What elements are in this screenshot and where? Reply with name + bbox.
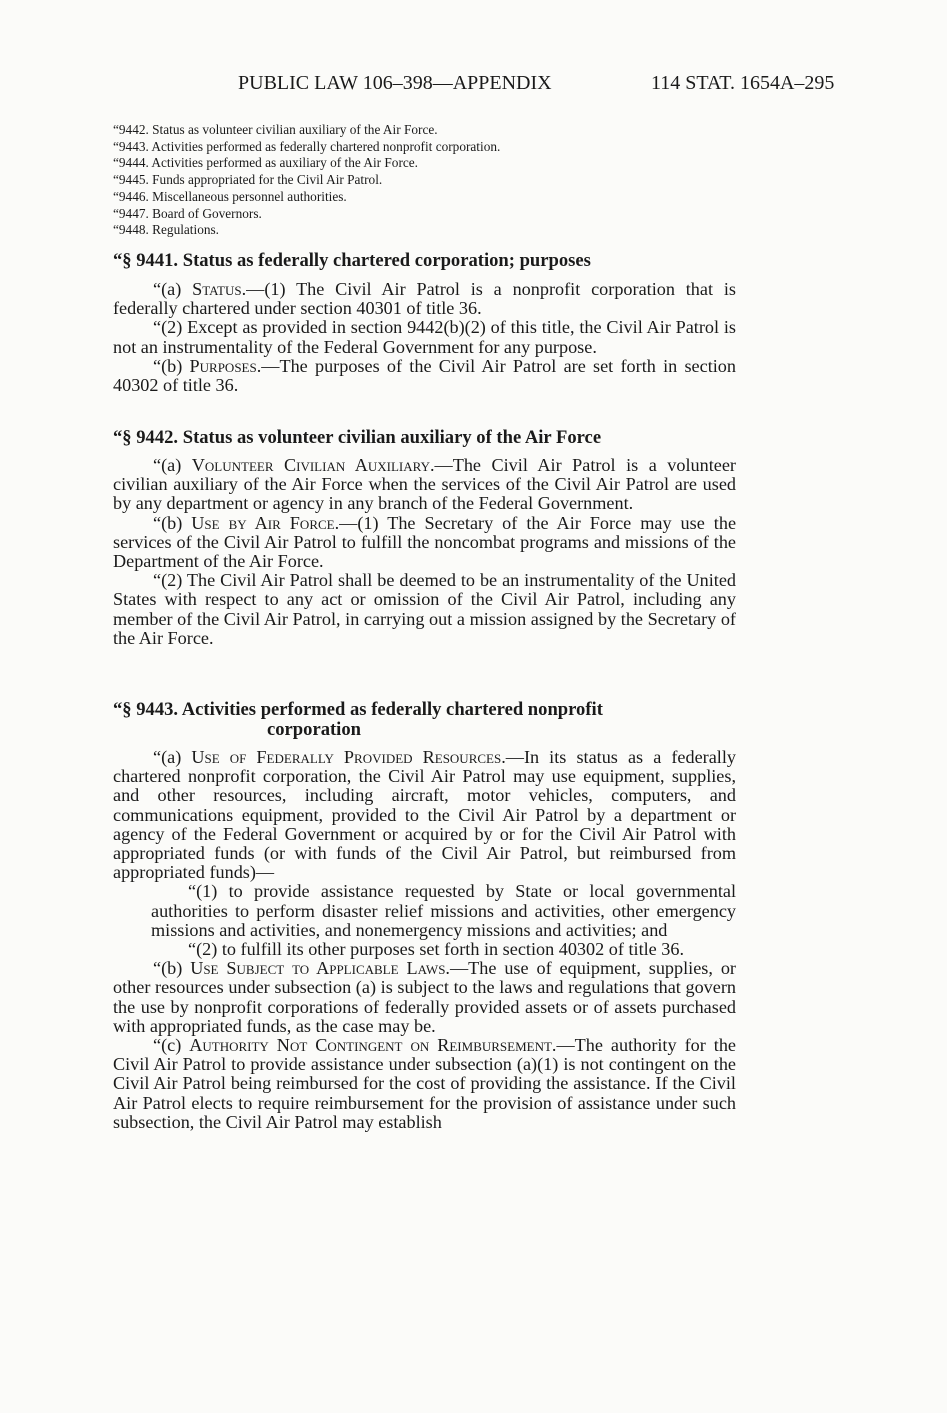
section-9441-body (113, 280, 736, 395)
subsection-caption: Authority Not Contingent on Reimbursement (189, 1035, 552, 1056)
toc-item: “9444. Activities performed as auxiliary of the Air Force. (113, 155, 419, 171)
subsection-paragraph: “(b) Use by Air Force.—(1) The Secretary of the Air Force may use the services of the Civil Air Patrol to fulfill the noncombat programs and missions of the Department of the Air Force. (113, 512, 737, 572)
subsection-caption: Status (192, 279, 242, 299)
section-9441-heading-block (113, 251, 753, 271)
section-9443-body (113, 748, 736, 1132)
subsection-paragraph: “(a) Status.—(1) The Civil Air Patrol is a nonprofit corporation that is federally chartered under section 40301 of title 36. (113, 279, 736, 319)
subsection-paragraph: “(a) Volunteer Civilian Auxiliary.—The Civil Air Patrol is a volunteer civilian auxiliary of the Air Force when the services of the Civil Air Patrol are used by any department or agency in any branch of the Federal Government. (113, 455, 736, 514)
list-item: “(2) to fulfill its other purposes set forth in section 40302 of title 36. (188, 939, 685, 960)
paragraph: “(2) Except as provided in section 9442(b)(2) of this title, the Civil Air Patrol is not an instrumentality of the Federal Government for any purpose. (113, 317, 736, 357)
section-heading: “§ 9443. Activities performed as federally chartered nonprofit corporation (113, 699, 603, 740)
section-list (113, 122, 753, 239)
toc-item: “9445. Funds appropriated for the Civil Air Patrol. (113, 172, 383, 188)
subsection-caption: Use of Federally Provided Resources (191, 747, 502, 767)
section-9443-heading-block (113, 700, 753, 740)
toc-item: “9446. Miscellaneous personnel authorities. (113, 188, 347, 204)
subsection-caption: Use by Air Force (191, 512, 335, 533)
toc-item: “9443. Activities performed as federally chartered nonprofit corporation. (113, 138, 501, 154)
subsection-paragraph: “(b) Use Subject to Applicable Laws.—The use of equipment, supplies, or other resources under subsection (a) is subject to the laws and regulations that govern the use by nonprofit corporations of federally provided assets or of assets purchased with appropriated funds, as the case may be. (113, 958, 736, 1036)
section-9442-heading-block (113, 428, 753, 448)
subsection-caption: Use Subject to Applicable Laws (190, 958, 446, 979)
subsection-paragraph: “(b) Purposes.—The purposes of the Civil Air Patrol are set forth in section 40302 of title 36. (113, 355, 736, 396)
toc-item: “9448. Regulations. (113, 222, 219, 238)
section-9442-body (113, 456, 736, 648)
subsection-paragraph: “(a) Use of Federally Provided Resources.—In its status as a federally chartered nonprofit corporation, the Civil Air Patrol may use equipment, supplies, and other resources, including aircraft, motor vehicles, computers, and communications equipment, provided to the Civil Air Patrol by a department or agency of the Federal Government or acquired by or for the Civil Air Patrol with appropriated funds (or with funds of the Civil Air Patrol, but reimbursed from appropriated funds)— (113, 747, 736, 883)
paragraph: “(2) The Civil Air Patrol shall be deemed to be an instrumentality of the United States with respect to any act or omission of the Civil Air Patrol, including any member of the Civil Air Patrol, in carrying out a mission assigned by the Secretary of the Air Force. (113, 570, 736, 648)
list-item: “(1) to provide assistance requested by State or local governmental authorities to perform disaster relief missions and activities, other emergency missions and activities, and nonemergency missions and activities; and (151, 881, 736, 940)
subsection-paragraph: “(c) Authority Not Contingent on Reimbursement.—The authority for the Civil Air Patrol to provide assistance under subsection (a)(1) is not contingent on the Civil Air Patrol being reimbursed for the cost of providing the assistance. If the Civil Air Patrol elects to require reimbursement for the provision of assistance under such subsection, the Civil Air Patrol may establish (113, 1035, 736, 1132)
subsection-caption: Volunteer Civilian Auxiliary (191, 455, 430, 475)
toc-item: “9442. Status as volunteer civilian auxiliary of the Air Force. (113, 122, 438, 137)
section-heading: “§ 9442. Status as volunteer civilian auxiliary of the Air Force (113, 427, 602, 448)
subsection-caption: Purposes (189, 355, 257, 376)
statute-page-number: 114 STAT. 1654A–295 (651, 72, 835, 94)
section-heading: “§ 9441. Status as federally chartered corporation; purposes (113, 250, 591, 271)
toc-item: “9447. Board of Governors. (113, 205, 262, 221)
public-law-title: PUBLIC LAW 106–398—APPENDIX (238, 72, 552, 94)
